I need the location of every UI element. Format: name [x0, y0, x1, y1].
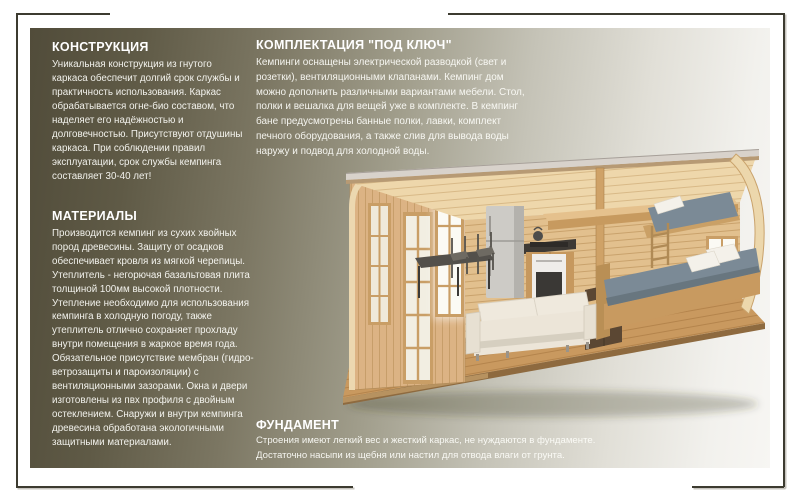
camping-house-cutaway [338, 146, 774, 434]
construction-body: Уникальная конструкция из гнутого каркаса обеспечит долгий срок службы и практичность использования. Каркас обрабатывается огне-био составом, что наделяет его надёжностью и долговечностью. Присутствуют отдушины каркаса. При соблюдении правил эксплуатации, срок службы кемпинга составляет 30-40 лет! [52, 59, 243, 182]
foundation-body: Строения имеют легкий вес и жесткий каркас, не нуждаются в фундаменте. Достаточно насыпи из щебня или настил для отвода влаги от грунта. [256, 435, 596, 461]
frame-bottom-right-segment [692, 486, 784, 488]
frame-right-line [783, 13, 785, 487]
construction-title: КОНСТРУКЦИЯ [52, 40, 149, 54]
side-window [368, 203, 391, 325]
frame-bottom-left-segment [16, 486, 353, 488]
frame-top-left-segment [16, 13, 110, 15]
materials-body: Производится кемпинг из сухих хвойных пород древесины. Защиту от осадков обеспечивает кровля из мягкой черепицы. Утеплитель - негорючая базальтовая плита толщиной 100мм высокой плотности. Утепление необходимо для использования кемпинга в холодную погоду, также утеплитель отлично сохраняет прохладу внутри помещения в жаркое время года. Обязательное присутствие мембран (гидро-ветрозащиты и пароизоляции) с вентиляционными зазорами. Окна и двери изготовлены из пвх профиля с двойным остеклением. Снаружи и внутри кемпинга древесина обработана экологичными защитными материалами. [52, 228, 254, 448]
turnkey-body: Кемпинги оснащены электрической разводкой (свет и розетки), вентиляционными клапанами. Кемпинг дом можно дополнить различными вариантами мебели. Стол, полки и вешалка для вещей уже в комплекте. В кемпинг бане предусмотрены банные полки, лавки, комплект печного оборудования, а также слив для вывода воды наружу и подвод для холодной воды. [256, 57, 525, 157]
turnkey-title: КОМПЛЕКТАЦИЯ "ПОД КЛЮЧ" [256, 38, 452, 52]
frame-top-right-segment [448, 13, 784, 15]
foundation-title: ФУНДАМЕНТ [256, 418, 340, 432]
materials-title: МАТЕРИАЛЫ [52, 209, 137, 223]
frame-left-line [16, 13, 18, 487]
house-shadow [348, 391, 758, 417]
